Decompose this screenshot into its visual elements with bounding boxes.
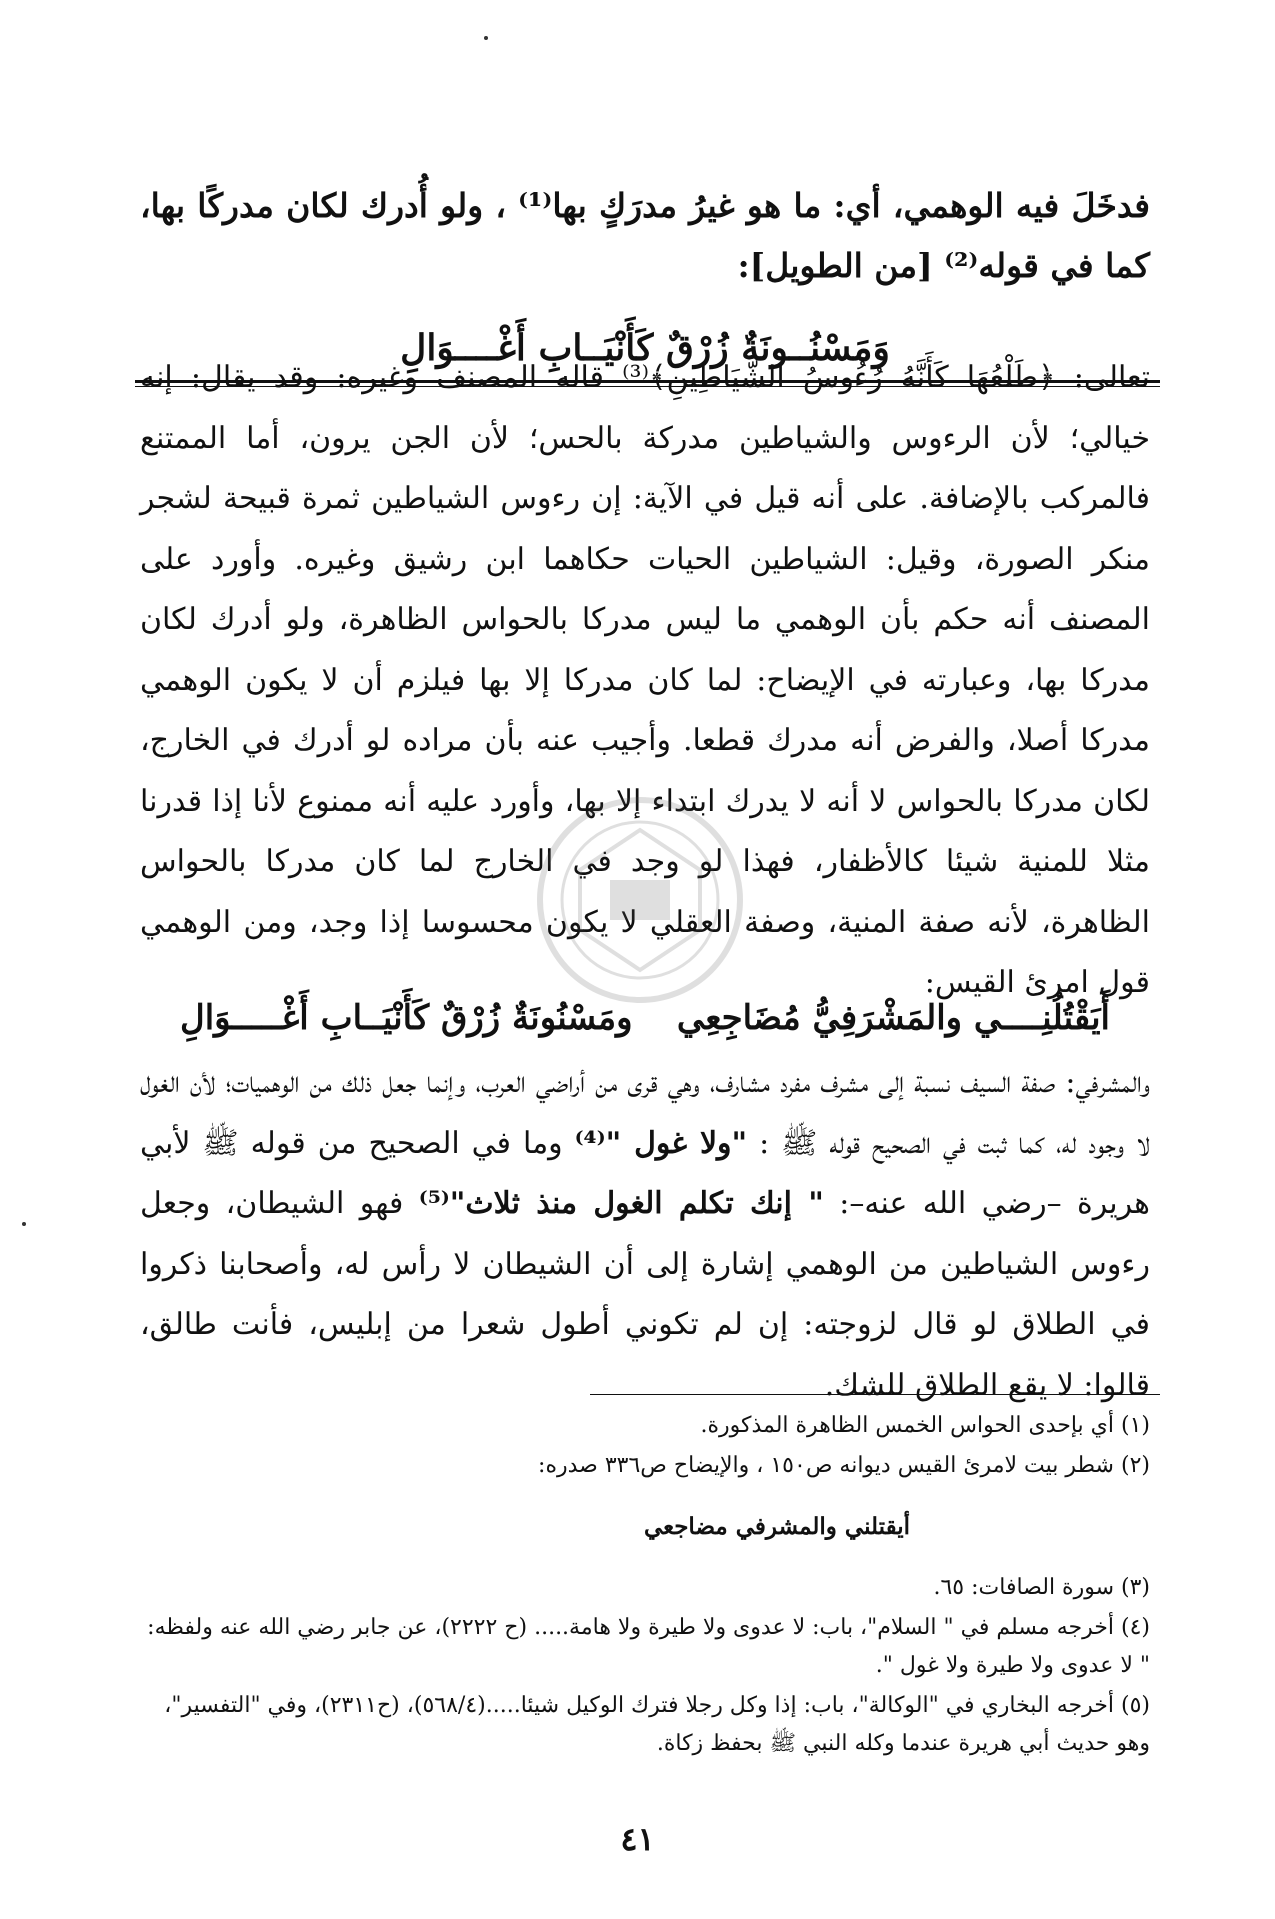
commentary-text: وما في الصحيح من قوله ﷺ لأبي هريرة –رضي الله عنه–: <box>140 1125 1150 1221</box>
footnote-verse: أيقتلني والمشرفي مضاجعي <box>643 1513 910 1540</box>
body-paragraph: تعالى: ﴿طَلْعُهَا كَأَنَّهُ رُءُوسُ الشَّيَاطِينِ﴾⁽³⁾ قاله المصنف وغيره: وقد يقال: إنه خيالي؛ لأن الرءوس والشياطين مدركة بالحس؛ لأن الجن يرون، أما الممتنع فالمركب بالإضافة. على أنه قيل في الآية: إن رءوس الشياطين ثمرة قبيحة لشجر منكر الصورة، وقيل: الشياطين الحيات حكاهما ابن رشيق وغيره. وأورد على المصنف أنه حكم بأن الوهمي ما ليس مدركا بالحواس الظاهرة، ولو أدرك لكان مدركا بها، وعبارته في الإيضاح: لما كان مدركا إلا بها فيلزم أن لا يكون الوهمي مدركا أصلا، والفرض أنه مدرك قطعا. وأجيب عنه بأن مراده لو أدرك في الخارج، لكان مدركا بالحواس لا أنه لا يدرك ابتداء إلا بها، وأورد عليه أنه ممنوع لأنا إذا قدرنا مثلا للمنية شيئا كالأظفار، فهذا لو وجد في الخارج لما كان مدركا بالحواس الظاهرة، لأنه صفة المنية، وصفة العقلي لا يكون محسوسا إذا وجد، ومن الوهمي قول امرئ القيس: <box>140 360 1150 1000</box>
opening-paragraph: فدخَلَ فيه الوهمي، أي: ما هو غيرُ مدرَكٍ بها⁽¹⁾ ، ولو أُدرك لكان مدركًا بها، كما في قوله⁽²⁾ [من الطويل]: <box>140 186 1150 285</box>
library-seal-icon <box>530 790 750 1010</box>
footnote: (١) أي بإحدى الحواس الخمس الظاهرة المذكورة. <box>700 1413 1150 1438</box>
footnote-separator <box>590 1394 1160 1395</box>
commentary-paragraph <box>140 1053 1150 1416</box>
verse-second-hemistich: ومَسْنُونَةٌ زُرْقٌ كَأَنْيَــابِ أَغْـــــوَالِ <box>180 998 633 1038</box>
commentary-text: والمشرفي: صفة السيف نسبة إلى مشرف مفرد مشارف، وهي قرى من أراضي العرب، وإنما جعل ذلك من الوهميات؛ لأن الغول لا وجود له، كما ثبت في الصحيح قوله ﷺ : <box>140 1065 1151 1161</box>
footnote: (٢) شطر بيت لامرئ القيس ديوانه ص١٥٠ ، والإيضاح ص٣٣٦ صدره: <box>538 1453 1150 1478</box>
page-number: ٤١ <box>620 1820 655 1858</box>
hadith-quote: "ولا غول "⁽⁴⁾ <box>574 1125 748 1161</box>
scan-speck <box>22 1222 26 1226</box>
scan-speck <box>484 36 488 40</box>
footnotes <box>140 1407 1150 1765</box>
verse-first-hemistich: أَيَقْتُلُنِــــي والمَشْرَفِيُّ مُضَاجِعِي <box>676 998 1110 1038</box>
hadith-quote: " إنك تكلم الغول منذ ثلاث"⁽⁵⁾ <box>418 1186 824 1221</box>
footnote: (٣) سورة الصافات: ٦٥. <box>933 1575 1150 1600</box>
commentary-text: فهو الشيطان، وجعل رءوس الشياطين من الوهمي إشارة إلى أن الشيطان لا رأس له، وأصحابنا ذكروا في الطلاق لو قال لزوجته: إن لم تكوني أطول شعرا من إبليس، فأنت طالق، قالوا: لا يقع الطلاق للشك. <box>140 1186 1150 1403</box>
opening-verse: وَمَسْنُــونَةٌ زُرْقٌ كَأَنْيَــابِ أَغْــــوَالِ <box>400 327 890 369</box>
footnote: (٥) أخرجه البخاري في "الوكالة"، باب: إذا وكل رجلا فترك الوكيل شيئا.....(٥٦٨/٤)، (ح٢٣١١)، وفي "التفسير"، وهو حديث أبي هريرة عندما وكله النبي ﷺ بحفظ زكاة. <box>164 1693 1150 1756</box>
footnote: (٤) أخرجه مسلم في " السلام"، باب: لا عدوى ولا طيرة ولا هامة..... (ح ٢٢٢٢)، عن جابر رضي الله عنه ولفظه: " لا عدوى ولا طيرة ولا غول ". <box>147 1615 1150 1678</box>
